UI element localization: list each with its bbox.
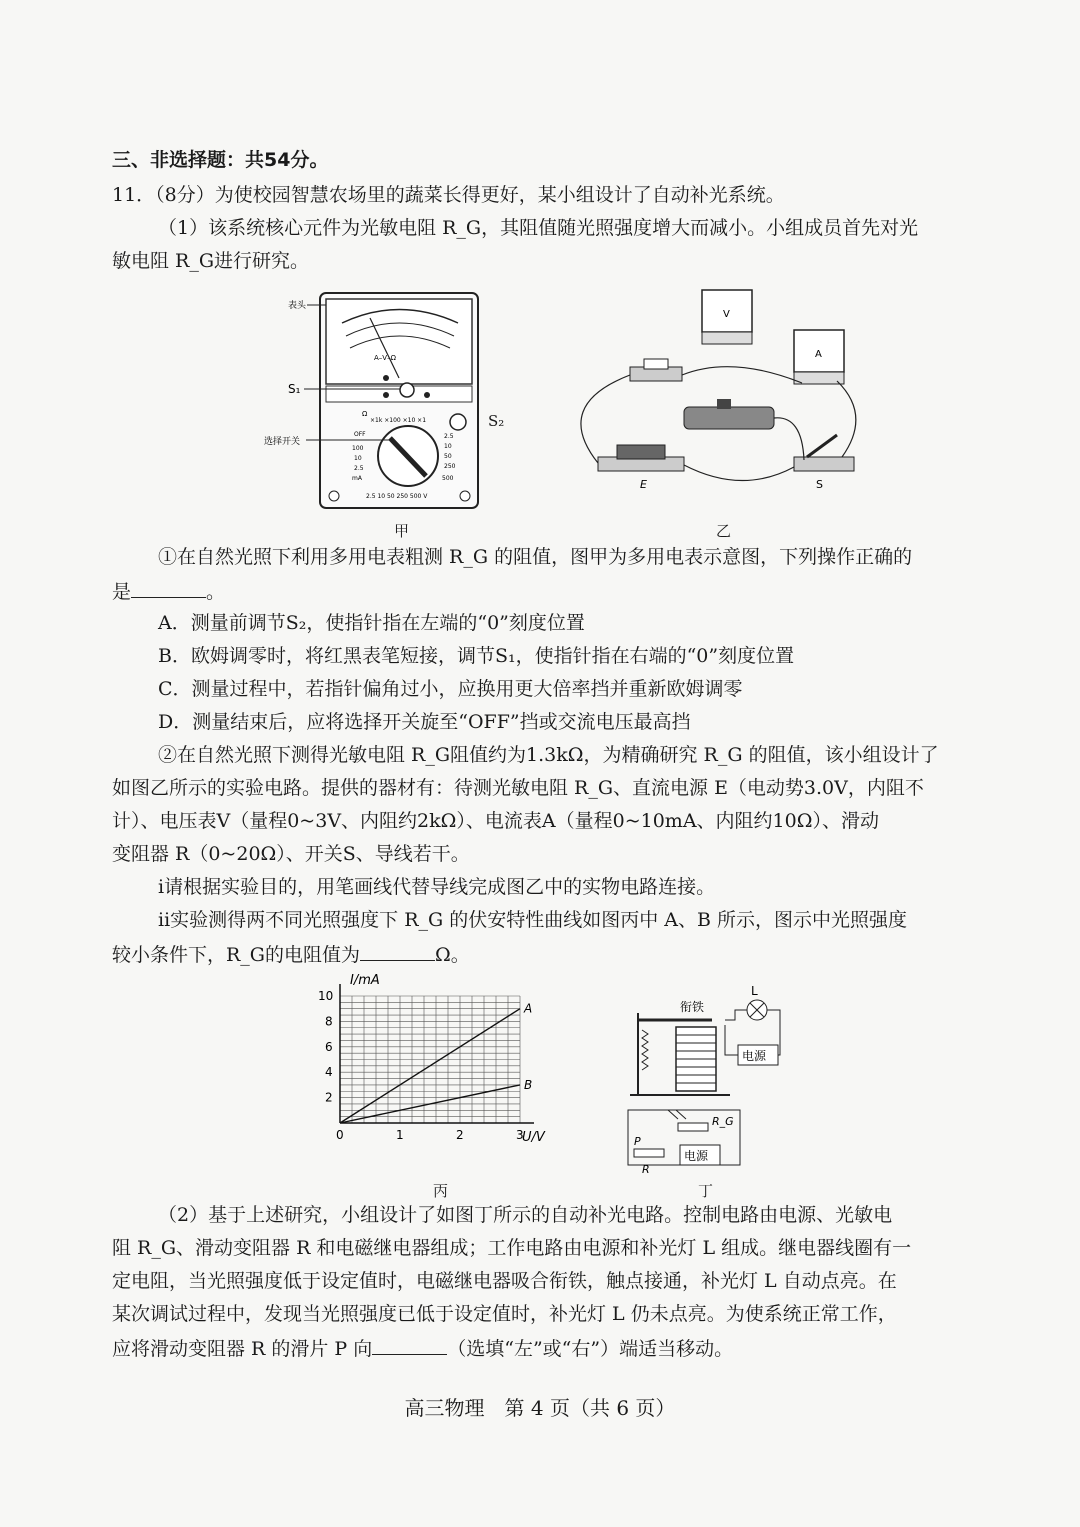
ii-line1: ⅱ实验测得两不同光照强度下 R_G 的伏安特性曲线如图丙中 A、B 所示，图示中光照强度	[158, 909, 907, 931]
label-r: R	[642, 1163, 650, 1175]
y-tick-label: 10	[318, 989, 334, 1003]
p1-line2: 敏电阻 R_G进行研究。	[112, 250, 310, 272]
option-b: B．欧姆调零时，将红黑表笔短接，调节S₁，使指针指在右端的“0”刻度位置	[158, 645, 795, 667]
range-v-50: 50	[444, 453, 452, 460]
relay-circuit-figure	[620, 985, 790, 1175]
circuit-yi-figure	[572, 285, 857, 495]
rheostat-r	[634, 1149, 664, 1157]
y-tick-label: 8	[325, 1014, 333, 1029]
sub2-line3: 计）、电压表V（量程0~3V、内阻约2kΩ）、电流表A（量程0~10mA、内阻约10Ω）、滑动	[112, 810, 879, 832]
p2-line3: 定电阻，当光照强度低于设定值时，电磁继电器吸合衔铁，触点接通，补光灯 L 自动点亮。在	[112, 1270, 897, 1292]
s2-knob[interactable]	[450, 414, 466, 430]
caption-yi: 乙	[716, 522, 732, 540]
label-power1: 电源	[742, 1049, 767, 1063]
range-v-250: 250	[444, 463, 456, 470]
switch	[794, 457, 854, 471]
y-tick-label: 4	[325, 1065, 333, 1080]
range-ma-label: mA	[352, 475, 362, 482]
sub1-line1: ①在自然光照下利用多用电表粗测 R_G 的阻值，图甲为多用电表示意图，下列操作正确的	[158, 546, 913, 568]
label-l: L	[751, 985, 758, 998]
option-a: A．测量前调节S₂，使指针指在左端的“0”刻度位置	[158, 612, 585, 634]
range-v-500: 500	[442, 475, 454, 482]
range-multipliers: ×1k ×100 ×10 ×1	[370, 417, 427, 424]
range-ma-10: 10	[354, 455, 362, 462]
sub1-stem-end: 是	[112, 581, 132, 603]
multimeter-figure	[262, 288, 482, 513]
rheostat	[684, 407, 774, 429]
sub2-line1: ②在自然光照下测得光敏电阻 R_G阻值约为1.3kΩ，为精确研究 R_G 的阻值，该小组设计了	[158, 744, 939, 766]
ii-line2-text: 较小条件下，R_G的电阻值为	[112, 944, 360, 966]
range-ma-2p5: 2.5	[354, 465, 364, 472]
p2-line5-tail: （选填“左”或“右”）端适当移动。	[447, 1338, 734, 1360]
answer-blank-3[interactable]	[372, 1332, 447, 1355]
label-v: V	[723, 309, 730, 320]
label-s1: S₁	[288, 382, 301, 396]
range-bottom: 2.5 10 50 250 500 V	[366, 493, 428, 500]
series-label-b: B	[524, 1077, 533, 1092]
label-rg: R_G	[712, 1115, 734, 1128]
p2-line5	[112, 1332, 733, 1364]
x-tick-label: 0	[336, 1128, 344, 1142]
option-d: D．测量结束后，应将选择开关旋至“OFF”挡或交流电压最高挡	[158, 711, 691, 733]
x-tick-label: 1	[396, 1128, 404, 1142]
terminal-plus[interactable]	[460, 491, 470, 501]
caption-ding: 丁	[698, 1182, 714, 1200]
option-c: C．测量过程中，若指针偏角过小，应换用更大倍率挡并重新欧姆调零	[158, 678, 743, 700]
ii-line2	[112, 938, 470, 970]
series-label-a: A	[524, 1001, 533, 1016]
photoresistor-rg	[678, 1123, 708, 1131]
answer-blank-2[interactable]	[360, 938, 435, 961]
chart-xlabel: U/V	[522, 1130, 545, 1145]
label-armature: 衔铁	[680, 1000, 705, 1014]
i-line: ⅰ请根据实验目的，用笔画线代替导线完成图乙中的实物电路连接。	[158, 876, 716, 898]
range-omega: Ω	[362, 410, 368, 418]
y-tick-label: 2	[325, 1090, 333, 1105]
y-tick-label: 6	[325, 1039, 333, 1054]
caption-bing: 丙	[433, 1182, 449, 1200]
p2-line1: （2）基于上述研究，小组设计了如图丁所示的自动补光电路。控制电路由电源、光敏电	[158, 1204, 893, 1226]
answer-blank-1[interactable]	[131, 575, 206, 598]
sub2-line2: 如图乙所示的实验电路。提供的器材有：待测光敏电阻 R_G、直流电源 E（电动势3.0V，内阻不	[112, 777, 924, 799]
p1-line1: （1）该系统核心元件为光敏电阻 R_G，其阻值随光照强度增大而减小。小组成员首先对光	[158, 217, 919, 239]
label-selector: 选择开关	[264, 437, 301, 447]
range-off: OFF	[354, 431, 366, 438]
label-s: S	[816, 478, 823, 491]
sub1-period: 。	[206, 581, 226, 603]
chart-ticks	[318, 989, 524, 1142]
range-v-2p5: 2.5	[444, 433, 454, 440]
chart-ylabel: I/mA	[350, 973, 380, 988]
label-s2-outside: S₂	[488, 412, 505, 430]
page-footer: 高三物理 第 4 页（共 6 页）	[404, 1396, 676, 1420]
q11-intro: 11．（8分）为使校园智慧农场里的蔬菜长得更好，某小组设计了自动补光系统。	[112, 184, 785, 206]
p2-line4: 某次调试过程中，发现当光照强度已低于设定值时，补光灯 L 仍未点亮。为使系统正常工作，	[112, 1303, 897, 1325]
p2-line2: 阻 R_G、滑动变阻器 R 和电磁继电器组成；工作电路由电源和补光灯 L 组成。继电器线圈有一	[112, 1237, 912, 1259]
p2-line5-text: 应将滑动变阻器 R 的滑片 P 向	[112, 1338, 373, 1360]
s1-knob[interactable]	[400, 383, 414, 397]
x-tick-label: 2	[456, 1128, 464, 1142]
x-tick-label: 3	[516, 1128, 524, 1142]
label-a: A	[815, 349, 822, 360]
terminal-minus[interactable]	[329, 491, 339, 501]
label-biaotou: 表头	[288, 301, 307, 311]
label-p: P	[634, 1135, 641, 1148]
scale-label: A–V–Ω	[374, 354, 396, 362]
section-heading: 三、非选择题：共54分。	[112, 149, 329, 171]
range-v-10: 10	[444, 443, 452, 450]
sub2-line4: 变阻器 R（0~20Ω）、开关S、导线若干。	[112, 843, 470, 865]
label-power2: 电源	[684, 1149, 709, 1163]
label-e: E	[640, 478, 647, 491]
caption-jia: 甲	[394, 522, 410, 540]
iu-chart	[310, 968, 570, 1173]
ii-line2-unit: Ω。	[434, 944, 470, 966]
range-ma-100: 100	[352, 445, 364, 452]
sub1-line2	[112, 575, 225, 607]
